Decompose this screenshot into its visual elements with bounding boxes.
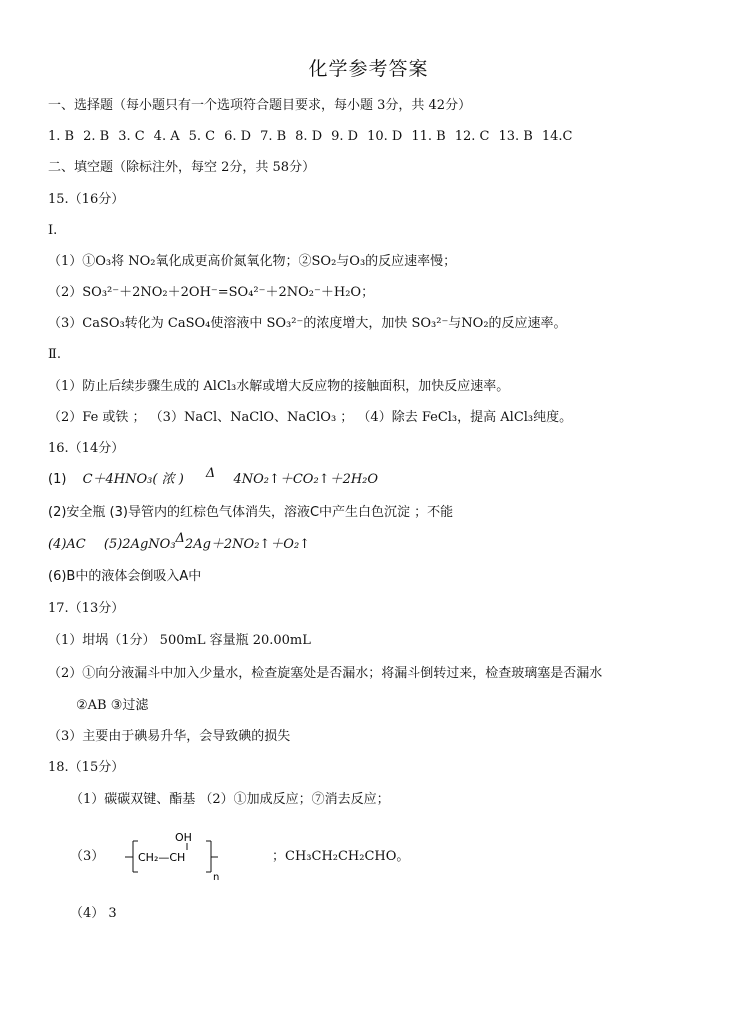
q18-answer-1-2: （1）碳碳双键、酯基 （2）①加成反应；⑦消去反应；: [70, 792, 390, 807]
q15-answer-2: （2）SO₃²⁻＋2NO₂＋2OH⁻=SO₄²⁻＋2NO₂⁻＋H₂O；: [48, 285, 375, 300]
q18-answer-3-aldehyde: ；CH₃CH₂CH₂CHO。: [272, 849, 410, 864]
q17-heading: 17.（13分）: [48, 601, 125, 616]
q17-answer-2-cont: ②AB ③过滤: [76, 698, 149, 713]
page-title: 化学参考答案: [308, 58, 429, 80]
choice-answers: [48, 128, 581, 146]
choice-answer: 11. B: [411, 129, 446, 144]
choice-answer: 9. D: [331, 129, 359, 144]
q16-answer-4: (4)AC: [48, 537, 86, 552]
q18-heading: 18.（15分）: [48, 760, 125, 775]
q17-answer-2: （2）①向分液漏斗中加入少量水，检查旋塞处是否漏水；将漏斗倒转过来，检查玻璃塞是否漏水: [48, 666, 603, 681]
q15-part2-answer-2: （2）Fe 或铁 ； （3）NaCl、NaClO、NaClO₃ ； （4）除去 FeCl₃，提高 AlCl₃纯度。: [48, 410, 573, 425]
choice-answer: 7. B: [260, 129, 287, 144]
q16-answer-6: (6)B中的液体会倒吸入A中: [48, 569, 202, 584]
choice-answer: 12. C: [454, 129, 490, 144]
polymer-chain-label: CH₂—CH: [138, 851, 186, 864]
q17-answer-1: （1）坩埚（1分） 500mL 容量瓶 20.00mL: [48, 633, 311, 648]
repeat-subscript: n: [213, 872, 220, 882]
section2-heading: 二、填空题（除标注外，每空 2分，共 58分）: [48, 160, 316, 175]
q18-answer-3-label: （3）: [70, 849, 105, 864]
choice-answer: 4. A: [153, 129, 180, 144]
heat-symbol: Δ: [175, 531, 185, 546]
q15-heading: 15.（16分）: [48, 192, 125, 207]
choice-answer: 5. C: [188, 129, 216, 144]
choice-answer: 6. D: [224, 129, 252, 144]
q15-part2-answer-1: （1）防止后续步骤生成的 AlCl₃水解或增大反应物的接触面积，加快反应速率。: [48, 379, 510, 394]
hydroxyl-group-label: OH: [175, 831, 192, 844]
q15-part2-label: Ⅱ.: [48, 347, 61, 362]
q17-answer-3: （3）主要由于碘易升华，会导致碘的损失: [48, 729, 291, 744]
q16-equation-5-reactants: (5)2AgNO₃: [103, 537, 176, 552]
q16-equation-products: 4NO₂↑＋CO₂↑＋2H₂O: [233, 472, 379, 487]
q16-heading: 16.（14分）: [48, 441, 125, 456]
choice-answer: 13. B: [498, 129, 533, 144]
polymer-structure: [125, 830, 225, 882]
heat-symbol: Δ: [205, 466, 216, 481]
q15-answer-1: （1）①O₃将 NO₂氧化成更高价氮氧化物；②SO₂与O₃的反应速率慢；: [48, 254, 457, 269]
section1-heading: 一、选择题（每小题只有一个选项符合题目要求，每小题 3分，共 42分）: [48, 98, 472, 113]
q16-equation-5-products: 2Ag＋2NO₂↑＋O₂↑: [184, 537, 311, 552]
q16-answer-2: (2)安全瓶 (3)导管内的红棕色气体消失，溶液C中产生白色沉淀 ；不能: [48, 505, 454, 520]
q16-answer-1-label: (1): [48, 472, 67, 487]
q16-answer-4-5: [48, 531, 311, 554]
choice-answer: 2. B: [83, 129, 110, 144]
choice-answer: 10. D: [367, 129, 403, 144]
q15-part1-label: Ⅰ.: [48, 223, 58, 238]
choice-answer: 1. B: [48, 129, 75, 144]
q16-equation-reactants: C＋4HNO₃( 浓 ): [82, 472, 184, 487]
choice-answer: 8. D: [295, 129, 323, 144]
q15-answer-3: （3）CaSO₃转化为 CaSO₄使溶液中 SO₃²⁻的浓度增大，加快 SO₃²⁻与NO₂的反应速率。: [48, 316, 567, 331]
choice-answer: 3. C: [118, 129, 145, 144]
choice-answer: 14.C: [541, 129, 573, 144]
q16-answer-1: [48, 466, 379, 489]
q18-answer-4: （4） 3: [70, 906, 117, 921]
